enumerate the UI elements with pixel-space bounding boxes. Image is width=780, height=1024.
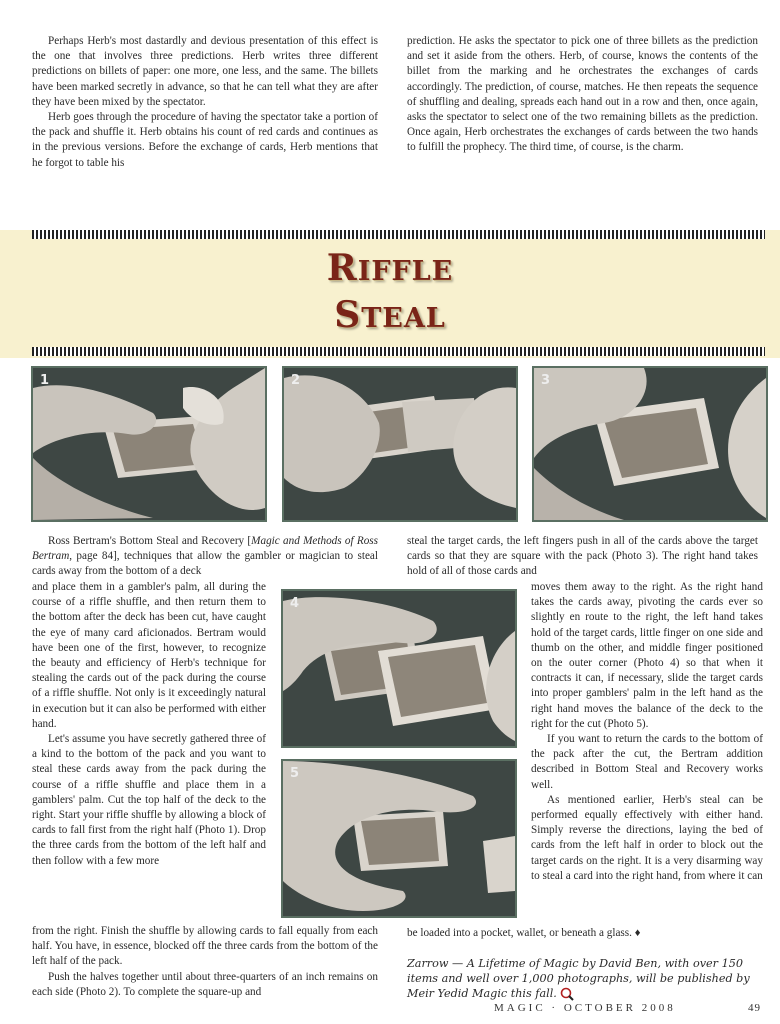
photo-number: 3: [541, 373, 551, 388]
bottom-rule: [32, 347, 765, 356]
photo-number: 5: [290, 766, 300, 781]
caption-text: Zarrow — A Lifetime of Magic by David Ben, with over 150 items and well over 1,000 photographs, will be published by Meir Yedid Magic this fall.: [407, 957, 750, 1001]
body-right-top: [407, 534, 758, 580]
photo-number: 2: [291, 373, 301, 388]
paragraph: Let's assume you have secretly gathered three of a kind to the bottom of the pack and you want to steal these cards away from the pack during the course of a riffle shuffle and place them in a gamblers' palm. Cut the top half of the deck to the right. Start your riffle shuffle by allowing a block of cards to fall first from the right half (Photo 1). Drop the three cards from the bottom of the left half and then follow with a few more: [32, 733, 266, 867]
photo-3: [532, 366, 768, 522]
photo-3-illustration: [534, 368, 766, 520]
body-left-narrow: [32, 580, 266, 869]
title-line-2: S: [334, 294, 362, 336]
photo-1: [31, 366, 267, 522]
photo-4-illustration: [283, 591, 515, 746]
text: , page 84], techniques that allow the gambler or magician to steal cards away from the bottom of a deck: [32, 550, 378, 578]
title-line-1: R: [326, 247, 358, 289]
title-smallcaps-1: IFFLE: [357, 256, 454, 287]
book-title: Magic and Methods of Ross Bertram: [32, 535, 379, 563]
paragraph: from the right. Finish the shuffle by allowing cards to fall equally from each half. You have, in essence, blocked off the three cards from the bottom of the left half of the pack.: [32, 925, 378, 968]
photo-number: 1: [40, 373, 50, 388]
text: Ross Bertram's Bottom Steal and Recovery [: [48, 535, 252, 547]
footer-magazine: MAGIC · OCTOBER 2008: [494, 1002, 676, 1014]
paragraph: If you want to return the cards to the bottom of the pack after the cut, the Bertram addition described in Bottom Steal and Recovery works well.: [531, 733, 763, 791]
article-title: [0, 248, 780, 342]
photo-5-illustration: [283, 761, 515, 916]
body-right-narrow: [531, 580, 763, 884]
top-right-column: [407, 34, 758, 156]
paragraph: moves them away to the right. As the right hand takes the cards away, pivoting the cards ever so slightly en route to the right, the left hand takes hold of the target cards, little finger on one side and thumb on the other, and middle finger positioned on the outer corner (Photo 4) so that when it contracts it can, if necessary, slide the target cards into proper gamblers' palm in the left hand as the right hand moves the balance of the deck to the right for the cut (Photo 5).: [531, 581, 763, 730]
top-rule: [32, 230, 765, 239]
photo-4: [281, 589, 517, 748]
paragraph: Herb goes through the procedure of having the spectator take a portion of the pack and shuffle it. Herb obtains his count of red cards and continues as in the previous versions. Before the exchange of cards, Herb mentions that he forgot to table his: [32, 111, 378, 169]
photo-2: [282, 366, 518, 522]
text: be loaded into a pocket, wallet, or beneath a glass.: [407, 927, 632, 939]
paragraph: prediction. He asks the spectator to pick one of three billets as the prediction and set it aside from the others. Herb, of course, knows the contents of the billet from the marking and he orchestrates the exchanges of cards accordingly. The prediction, of course, matches. He then repeats the sequence of shuffling and dealing, spreads each hand out in a row and then, once again, asks the spectator to select one of the two remaining billets as the prediction. Once again, Herb orchestrates the exchanges of cards between the two hands to fulfill the prophecy. The third time, of course, is the charm.: [407, 35, 758, 154]
photo-1-illustration: [33, 368, 265, 520]
paragraph: steal the target cards, the left fingers push in all of the cards above the target cards so that they are square with the pack (Photo 3). The right hand takes hold of all of those cards and: [407, 535, 758, 578]
photo-number: 4: [290, 596, 300, 611]
paragraph: As mentioned earlier, Herb's steal can be performed equally effectively with either hand. Simply reverse the directions, laying the bed of cards from the left half in order to block out the target cards on the right. It is a very disarming way to steal a card into the right hand, from where it can: [531, 793, 763, 882]
paragraph: and place them in a gambler's palm, all during the course of a riffle shuffle, and then return them to the bottom after the deck has been cut, have caught the eye of many card aficionados. Bertram would have been one of the first, however, to recognize the beauty and efficiency of Herb's technique for stealing the cards out of the pack during the course of a riffle shuffle. Not only is it exceedingly natural in execution but it can also be performed with either hand.: [32, 581, 266, 730]
body-right-end: [407, 926, 758, 941]
photo-2-illustration: [284, 368, 516, 520]
book-caption: [407, 956, 759, 1002]
page-number: 49: [748, 1002, 761, 1014]
photo-5: [281, 759, 517, 918]
end-mark: ♦: [634, 927, 641, 939]
body-bottom-left: [32, 924, 378, 1000]
paragraph: [407, 926, 758, 941]
paragraph: Push the halves together until about three-quarters of an inch remains on each side (Photo 2). To complete the square-up and: [32, 970, 378, 998]
top-left-column: [32, 34, 378, 171]
paragraph: Perhaps Herb's most dastardly and devious presentation of this effect is the one that involves three predictions. Herb writes three different predictions on billets of paper: one more, one less, and the same. The billets have been marked secretly in advance, so that he can tell what they are after they have been mixed by the spectator.: [32, 35, 378, 108]
magnifier-icon: [560, 987, 574, 1001]
body-intro: [32, 534, 378, 580]
title-smallcaps-2: TEAL: [361, 303, 446, 334]
paragraph: [32, 534, 378, 580]
